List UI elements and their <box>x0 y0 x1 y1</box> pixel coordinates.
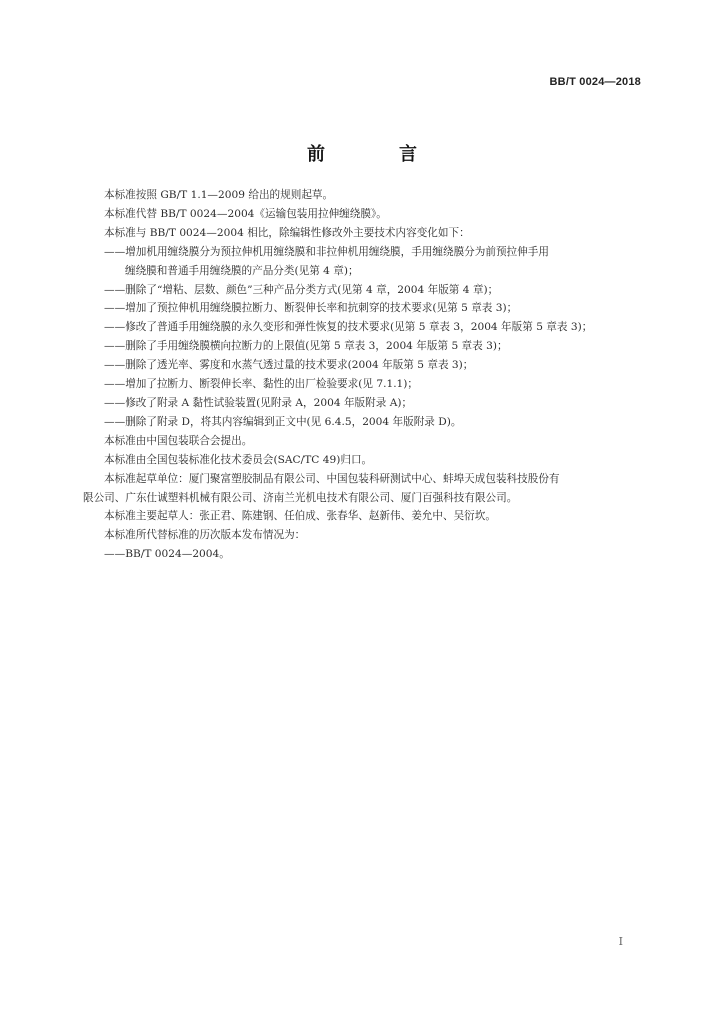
paragraph-drafting-units: 本标准起草单位：厦门聚富塑胶制品有限公司、中国包装科研测试中心、蚌埠天成包装科技股份有 <box>104 472 560 485</box>
change-item: ——增加了拉断力、断裂伸长率、黏性的出厂检验要求(见 7.1.1)； <box>104 378 419 391</box>
change-item: ——修改了附录 A 黏性试验装置(见附录 A，2004 年版附录 A)； <box>104 396 413 409</box>
change-item: ——删除了手用缠绕膜横向拉断力的上限值(见第 5 章表 3，2004 年版第 5 章表 3)； <box>104 340 508 353</box>
paragraph-history-intro: 本标准所代替标准的历次版本发布情况为： <box>104 529 306 542</box>
change-item: ——修改了普通手用缠绕膜的永久变形和弹性恢复的技术要求(见第 5 章表 3，2004 年版第 5 章表 3)； <box>104 321 593 334</box>
paragraph-drafting-rules: 本标准按照 GB/T 1.1—2009 给出的规则起草。 <box>104 189 334 201</box>
change-item: ——删除了附录 D，将其内容编辑到正文中(见 6.4.5，2004 年版附录 D)。 <box>104 415 462 428</box>
change-item: ——删除了透光率、雾度和水蒸气透过量的技术要求(2004 年版第 5 章表 3)； <box>104 359 474 372</box>
change-item: ——增加机用缠绕膜分为预拉伸机用缠绕膜和非拉伸机用缠绕膜，手用缠绕膜分为前预拉伸手用 <box>104 245 549 258</box>
page-number: I <box>618 935 623 948</box>
standard-code: BB/T 0024—2018 <box>549 76 641 88</box>
paragraph-replaces: 本标准代替 BB/T 0024—2004《运输包装用拉伸缠绕膜》。 <box>104 207 387 220</box>
change-item: ——删除了“增粘、层数、颜色”三种产品分类方式(见第 4 章，2004 年版第 4 章)； <box>104 283 499 296</box>
foreword-body <box>83 186 643 564</box>
change-item: ——增加了预拉伸机用缠绕膜拉断力、断裂伸长率和抗刺穿的技术要求(见第 5 章表 3)； <box>104 302 518 315</box>
paragraph-drafting-units-continuation: 限公司、广东仕诚塑料机械有限公司、济南兰光机电技术有限公司、厦门百强科技有限公司。 <box>83 491 518 504</box>
paragraph-proposer: 本标准由中国包装联合会提出。 <box>104 434 253 447</box>
paragraph-drafters: 本标准主要起草人：张正君、陈建钢、任伯成、张春华、赵新伟、姜允中、吴衍坎。 <box>104 510 496 523</box>
change-item-continuation: 缠绕膜和普通手用缠绕膜的产品分类(见第 4 章)； <box>125 264 359 277</box>
paragraph-committee: 本标准由全国包装标准化技术委员会(SAC/TC 49)归口。 <box>104 453 373 466</box>
page-title: 前 言 <box>307 144 445 165</box>
paragraph-changes-intro: 本标准与 BB/T 0024—2004 相比，除编辑性修改外主要技术内容变化如下： <box>104 226 470 239</box>
history-item: ——BB/T 0024—2004。 <box>104 548 230 561</box>
